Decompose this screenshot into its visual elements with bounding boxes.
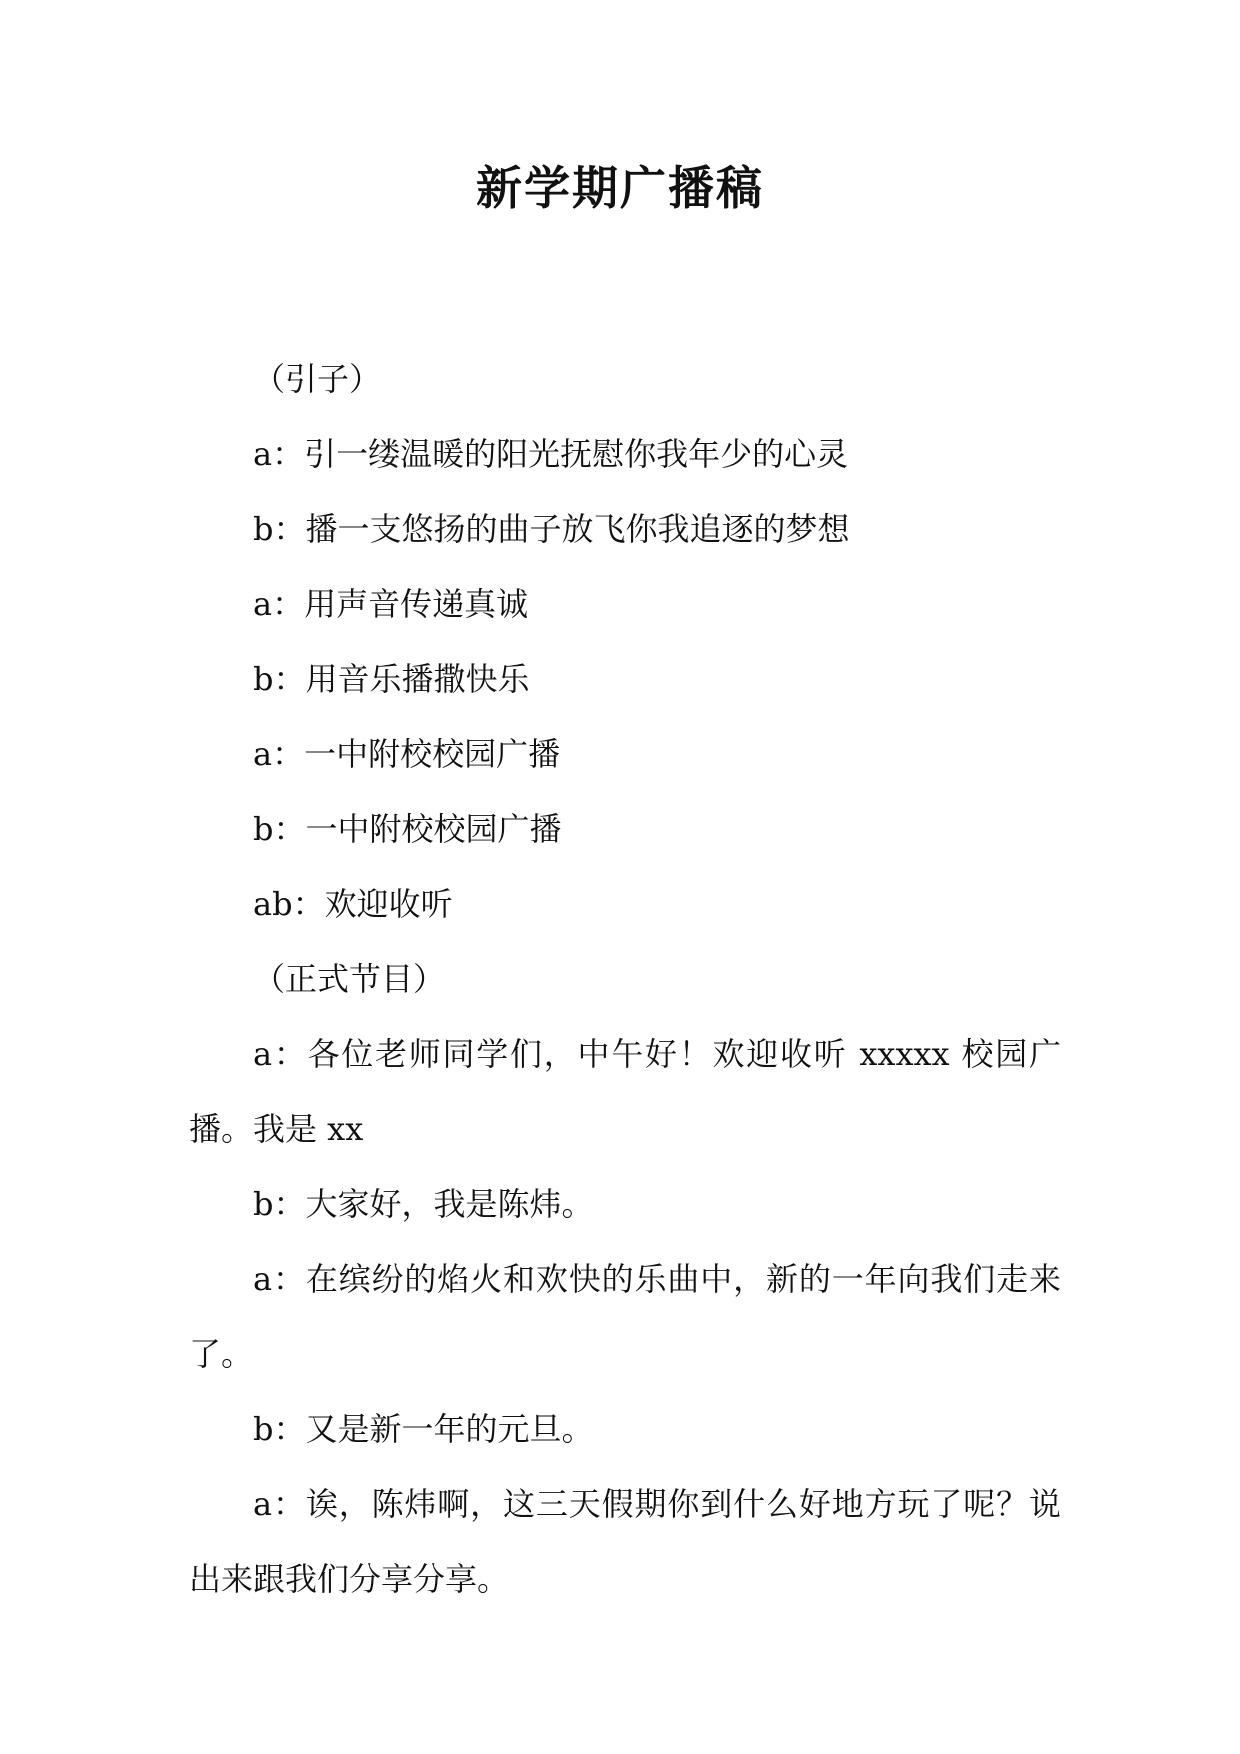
paragraph: （引子） xyxy=(253,360,382,398)
paragraph: a：用声音传递真诚 xyxy=(253,585,529,623)
document-body xyxy=(189,342,1061,1617)
paragraph: ab：欢迎收听 xyxy=(253,885,453,923)
paragraph: （正式节目） xyxy=(253,960,446,998)
paragraph: b：一中附校校园广播 xyxy=(253,810,562,848)
paragraph: b：用音乐播撒快乐 xyxy=(253,660,530,698)
paragraph: a：一中附校校园广播 xyxy=(253,735,561,773)
paragraph: a：各位老师同学们，中午好！欢迎收听 xxxxx 校园广播。我是 xx xyxy=(189,1035,1061,1148)
paragraph: b：大家好，我是陈炜。 xyxy=(253,1185,594,1223)
paragraph: a：在缤纷的焰火和欢快的乐曲中，新的一年向我们走来了。 xyxy=(189,1260,1061,1373)
paragraph: a：诶，陈炜啊，这三天假期你到什么好地方玩了呢？说出来跟我们分享分享。 xyxy=(189,1485,1061,1598)
document-title: 新学期广播稿 xyxy=(476,161,764,215)
paragraph: b：播一支悠扬的曲子放飞你我追逐的梦想 xyxy=(253,510,850,548)
paragraph: b：又是新一年的元旦。 xyxy=(253,1410,594,1448)
paragraph: a：引一缕温暖的阳光抚慰你我年少的心灵 xyxy=(253,435,849,473)
